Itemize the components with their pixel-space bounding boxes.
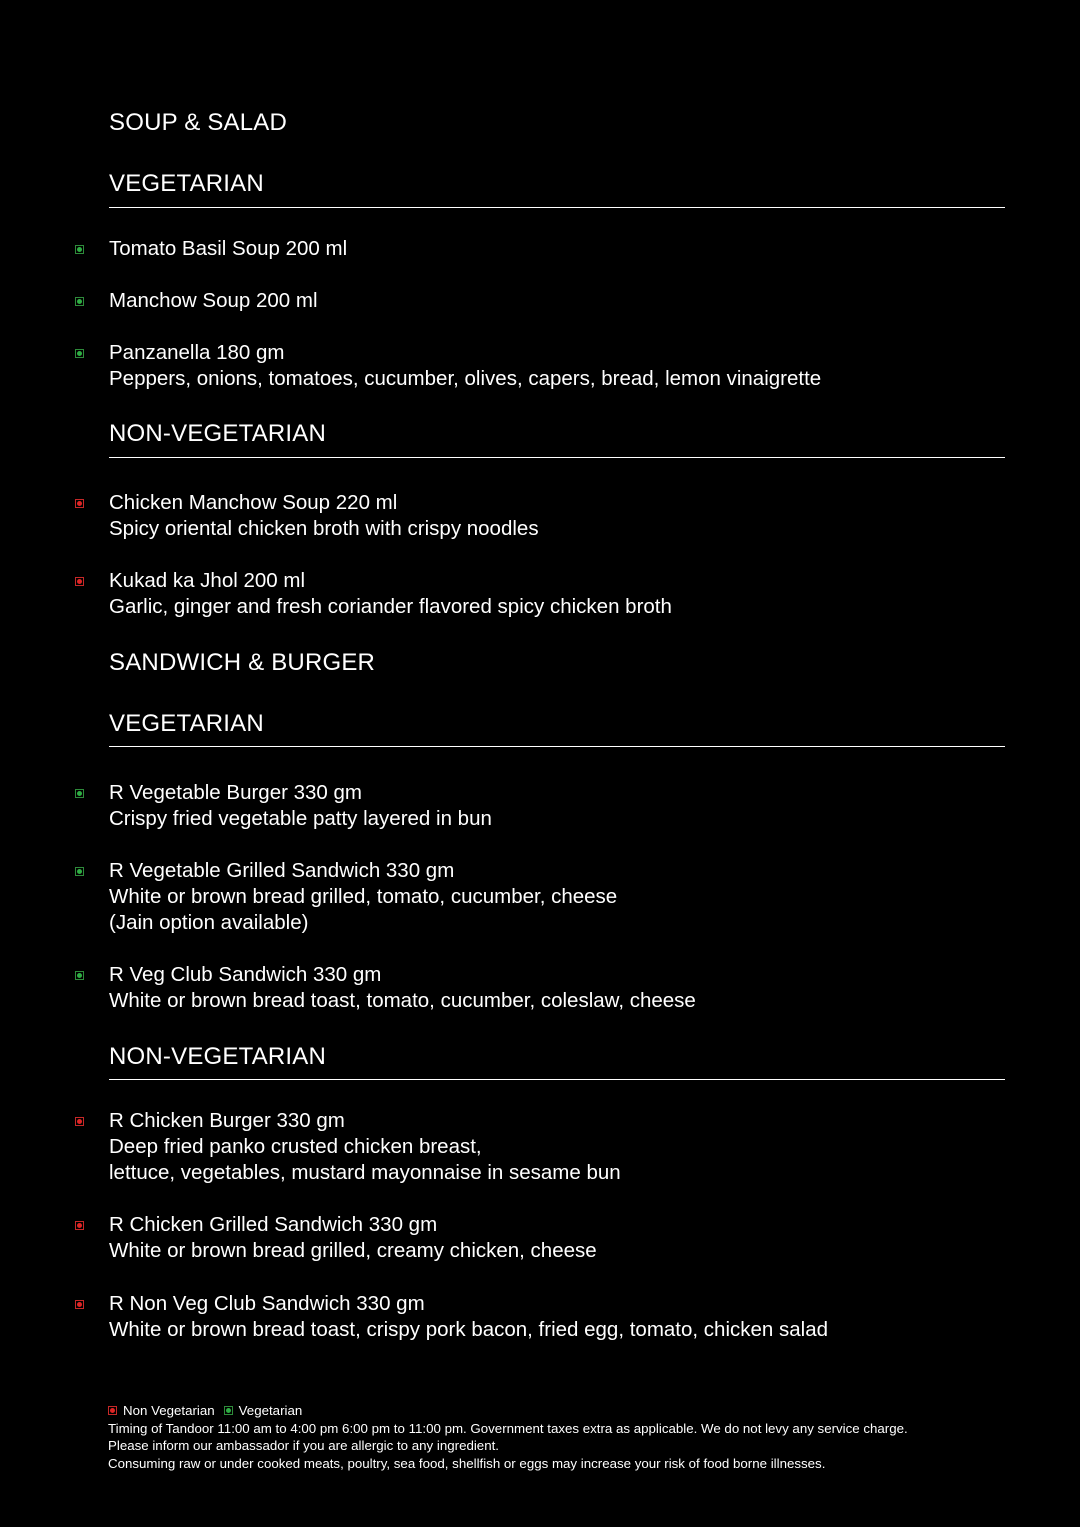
- nonveg-icon: [75, 1117, 84, 1126]
- menu-item: [109, 568, 672, 620]
- footer-timing: Timing of Tandoor 11:00 am to 4:00 pm 6:00 pm to 11:00 pm. Government taxes extra as applicable. We do not levy any service charge.: [108, 1420, 908, 1436]
- group-title-sandwich-nonveg: NON-VEGETARIAN: [109, 1043, 327, 1070]
- group-title-sandwich-veg: VEGETARIAN: [109, 710, 264, 737]
- group-title-soup-nonveg: NON-VEGETARIAN: [109, 420, 327, 447]
- menu-item: [109, 236, 347, 262]
- nonveg-icon: [75, 1300, 84, 1309]
- item-description: Garlic, ginger and fresh coriander flavored spicy chicken broth: [109, 595, 672, 618]
- menu-item: [109, 1291, 828, 1343]
- item-description: White or brown bread grilled, creamy chicken, cheese: [109, 1239, 597, 1262]
- item-description: Deep fried panko crusted chicken breast,: [109, 1135, 482, 1158]
- legend: [108, 1402, 908, 1420]
- menu-item: [109, 962, 696, 1014]
- divider: [109, 457, 1005, 458]
- nonveg-icon: [75, 577, 84, 586]
- item-name: Manchow Soup 200 ml: [109, 289, 318, 312]
- item-description: Crispy fried vegetable patty layered in bun: [109, 807, 492, 830]
- item-name: R Vegetable Grilled Sandwich 330 gm: [109, 859, 455, 882]
- menu-item: [109, 1108, 621, 1186]
- nonveg-icon: [75, 1221, 84, 1230]
- veg-icon: [75, 789, 84, 798]
- footer-warning: Consuming raw or under cooked meats, poultry, sea food, shellfish or eggs may increase your risk of food borne illnesses.: [108, 1455, 826, 1471]
- legend-veg-label: Vegetarian: [238, 1403, 303, 1418]
- item-description: White or brown bread toast, tomato, cucumber, coleslaw, cheese: [109, 989, 696, 1012]
- section-title-soup-salad: SOUP & SALAD: [109, 109, 288, 136]
- item-name: Panzanella 180 gm: [109, 341, 285, 364]
- menu-item: [109, 340, 821, 392]
- divider: [109, 207, 1005, 208]
- group-title-soup-veg: VEGETARIAN: [109, 170, 264, 197]
- item-name: R Vegetable Burger 330 gm: [109, 781, 362, 804]
- veg-icon: [75, 867, 84, 876]
- veg-icon: [75, 349, 84, 358]
- item-description: Spicy oriental chicken broth with crispy noodles: [109, 517, 539, 540]
- item-note: (Jain option available): [109, 911, 309, 934]
- footer-allergy: Please inform our ambassador if you are allergic to any ingredient.: [108, 1438, 499, 1453]
- footer: [108, 1402, 908, 1472]
- menu-item: [109, 858, 617, 936]
- veg-icon: [75, 971, 84, 980]
- item-description: White or brown bread toast, crispy pork bacon, fried egg, tomato, chicken salad: [109, 1318, 829, 1341]
- item-name: Chicken Manchow Soup 220 ml: [109, 491, 398, 514]
- menu-item: [109, 288, 318, 314]
- nonveg-icon: [108, 1406, 117, 1415]
- item-description: lettuce, vegetables, mustard mayonnaise in sesame bun: [109, 1161, 621, 1184]
- item-name: R Non Veg Club Sandwich 330 gm: [109, 1292, 425, 1315]
- veg-icon: [75, 245, 84, 254]
- item-description: White or brown bread grilled, tomato, cucumber, cheese: [109, 885, 618, 908]
- item-name: R Chicken Grilled Sandwich 330 gm: [109, 1213, 438, 1236]
- item-name: R Veg Club Sandwich 330 gm: [109, 963, 382, 986]
- section-title-sandwich-burger: SANDWICH & BURGER: [109, 649, 376, 676]
- item-name: R Chicken Burger 330 gm: [109, 1109, 345, 1132]
- divider: [109, 746, 1005, 747]
- legend-nonveg-label: Non Vegetarian: [123, 1403, 215, 1418]
- divider: [109, 1079, 1005, 1080]
- menu-item: [109, 1212, 597, 1264]
- veg-icon: [224, 1406, 233, 1415]
- item-name: Kukad ka Jhol 200 ml: [109, 569, 306, 592]
- menu-item: [109, 780, 492, 832]
- item-name: Tomato Basil Soup 200 ml: [109, 237, 348, 260]
- item-description: Peppers, onions, tomatoes, cucumber, olives, capers, bread, lemon vinaigrette: [109, 367, 822, 390]
- veg-icon: [75, 297, 84, 306]
- menu-item: [109, 490, 539, 542]
- nonveg-icon: [75, 499, 84, 508]
